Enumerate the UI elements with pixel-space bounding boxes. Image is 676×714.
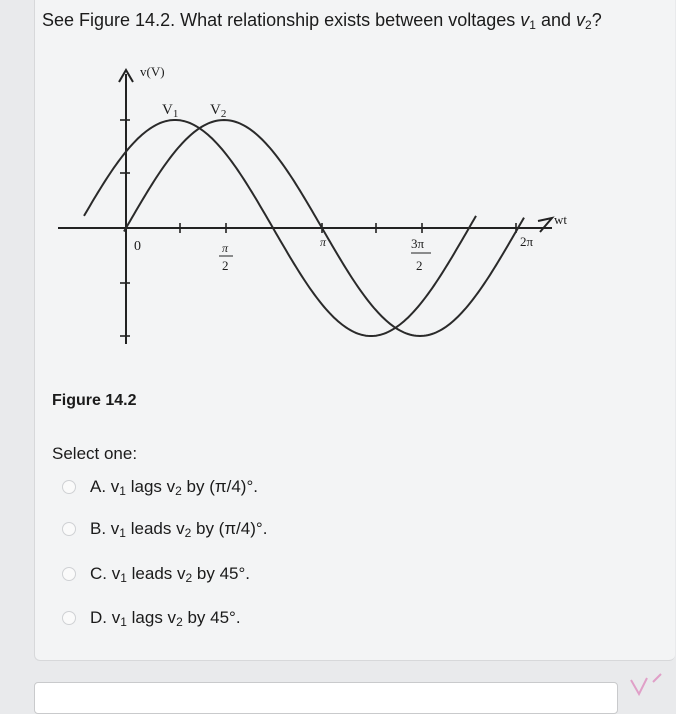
curve-v2-label: $V_2$ xyxy=(210,102,227,120)
x-axis-label: wt xyxy=(554,212,567,227)
x-axis-arrow xyxy=(538,218,552,232)
option-c[interactable] xyxy=(62,561,250,587)
option-c-label: C. $v_1$ leads $v_2$ by 45°. xyxy=(90,563,251,585)
select-one-label: Select one: xyxy=(52,444,138,463)
voltage-waveform-figure xyxy=(50,60,610,380)
tick-label-pi-over-2-num: π xyxy=(222,241,229,255)
option-a-radio[interactable] xyxy=(62,480,76,494)
y-axis-label: v(V) xyxy=(140,64,165,79)
option-d-label: D. $v_1$ lags $v_2$ by 45°. xyxy=(90,607,241,629)
option-d-radio[interactable] xyxy=(62,611,76,625)
option-b-label: B. $v_1$ leads $v_2$ by (π/4)°. xyxy=(90,518,268,540)
tick-label-3pi-over-2-num: 3π xyxy=(411,236,425,251)
curve-v1-label: $V_1$ xyxy=(162,102,179,120)
option-c-radio[interactable] xyxy=(62,567,76,581)
option-b-radio[interactable] xyxy=(62,522,76,536)
origin-label: 0 xyxy=(134,239,141,254)
next-question-card xyxy=(34,682,618,714)
tick-label-2pi: 2π xyxy=(520,234,534,249)
question-text: See Figure 14.2. What relationship exists between voltages $v_1$ and $v_2$? xyxy=(42,10,602,32)
option-a[interactable] xyxy=(62,474,258,500)
option-d[interactable] xyxy=(62,605,241,631)
pink-mark-icon xyxy=(627,672,667,700)
option-b[interactable] xyxy=(62,516,267,542)
figure-caption: Figure 14.2 xyxy=(52,392,137,409)
tick-label-pi-over-2-den: 2 xyxy=(222,258,229,273)
tick-label-pi: π xyxy=(320,235,327,249)
tick-label-3pi-over-2-den: 2 xyxy=(416,258,423,273)
option-a-label: A. $v_1$ lags $v_2$ by (π/4)°. xyxy=(90,476,258,498)
